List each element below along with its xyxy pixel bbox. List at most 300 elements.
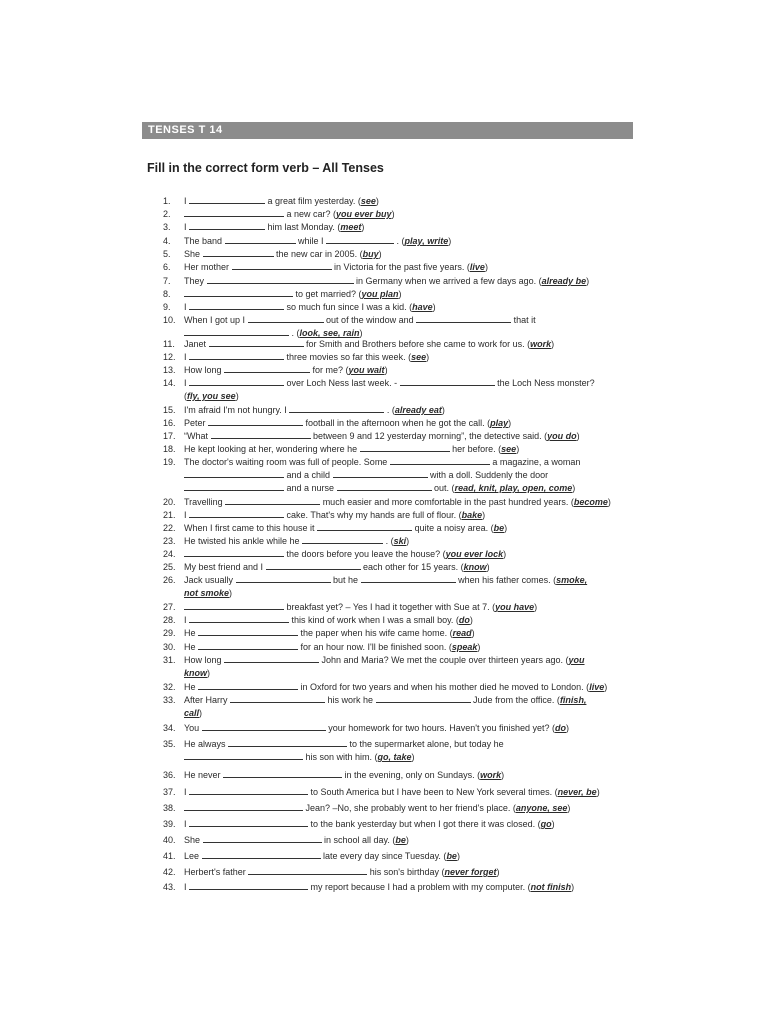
exercise-number: 10. [163, 315, 176, 325]
verb-hint: be [493, 523, 505, 533]
exercise-line [184, 275, 589, 287]
exercise-line [184, 561, 490, 573]
answer-blank[interactable] [376, 694, 471, 703]
exercise-line [184, 469, 548, 481]
exercise-text: ) [551, 339, 555, 349]
exercise-text: ) [586, 276, 590, 286]
exercise-line [184, 509, 485, 521]
verb-hint: do [458, 615, 470, 625]
exercise-line [184, 614, 473, 626]
exercise-text: cake. That's why my hands are full of flour. ( [284, 510, 462, 520]
exercise-number: 35. [163, 739, 176, 749]
exercise-text: . ( [383, 536, 394, 546]
answer-blank[interactable] [184, 327, 289, 336]
exercise-line [184, 456, 580, 468]
exercise-text: ) [378, 249, 382, 259]
exercise-text: ) [576, 431, 580, 441]
exercise-text: Janet [184, 339, 209, 349]
verb-hint: go [540, 819, 552, 829]
exercise-text: Herbert's father [184, 867, 249, 877]
exercise-text: to the supermarket alone, but today he [347, 739, 504, 749]
exercise-line [184, 627, 475, 639]
exercise-text: his work he [325, 695, 376, 705]
exercise-text: He twisted his ankle while he [184, 536, 303, 546]
verb-hint: call [184, 708, 200, 718]
exercise-text: ) [406, 536, 410, 546]
exercise-line [184, 881, 574, 893]
answer-blank[interactable] [203, 248, 274, 257]
exercise-text: ) [426, 352, 430, 362]
exercise-line [184, 496, 611, 508]
exercise-text: ) [607, 497, 611, 507]
exercise-text: the new car in 2005. ( [273, 249, 363, 259]
verb-hint: meet [340, 222, 362, 232]
exercise-text: ) [484, 262, 488, 272]
answer-blank[interactable] [189, 786, 308, 795]
exercise-number: 33. [163, 695, 176, 705]
exercise-number: 23. [163, 536, 176, 546]
verb-hint: see [360, 196, 376, 206]
answer-blank[interactable] [202, 722, 326, 731]
exercise-text: I [184, 378, 190, 388]
answer-blank[interactable] [266, 561, 361, 570]
verb-hint: fly, you see [187, 391, 236, 401]
worksheet-header [142, 122, 633, 139]
exercise-text: He never [184, 770, 224, 780]
exercise-number: 18. [163, 444, 176, 454]
answer-blank[interactable] [232, 261, 332, 270]
answer-blank[interactable] [225, 235, 296, 244]
exercise-line [184, 818, 555, 830]
exercise-line [184, 301, 436, 313]
exercise-number: 37. [163, 787, 176, 797]
exercise-number: 43. [163, 882, 176, 892]
exercise-line [184, 707, 202, 719]
exercise-text: I [184, 819, 190, 829]
exercise-number: 7. [163, 276, 171, 286]
verb-hint: you ever lock [445, 549, 504, 559]
verb-hint: look, see, rain [299, 328, 360, 338]
exercise-number: 24. [163, 549, 176, 559]
answer-blank[interactable] [189, 195, 265, 204]
answer-blank[interactable] [184, 208, 284, 217]
verb-hint: live [589, 682, 605, 692]
exercise-text: He [184, 642, 199, 652]
exercise-text: to get married? ( [293, 289, 362, 299]
answer-blank[interactable] [184, 601, 284, 610]
exercise-text: My best friend and I [184, 562, 266, 572]
exercise-line [184, 802, 570, 814]
exercise-line [184, 195, 379, 207]
exercise-text: He kept looking at her, wondering where he [184, 444, 360, 454]
exercise-line [184, 351, 429, 363]
answer-blank[interactable] [198, 641, 298, 650]
exercise-text: ) [375, 196, 379, 206]
exercise-text: for me? ( [310, 365, 349, 375]
exercise-line [184, 769, 504, 781]
verb-hint: read [452, 628, 472, 638]
answer-blank[interactable] [189, 221, 265, 230]
exercise-line [184, 417, 511, 429]
answer-blank[interactable] [184, 548, 284, 557]
exercise-line [184, 248, 382, 260]
exercise-number: 41. [163, 851, 176, 861]
exercise-text: ) [604, 682, 608, 692]
exercise-number: 38. [163, 803, 176, 813]
worksheet-header-label: TENSES T 14 [148, 124, 223, 136]
exercise-text: ) [448, 236, 452, 246]
answer-blank[interactable] [207, 275, 354, 284]
verb-hint: work [480, 770, 502, 780]
verb-hint: see [501, 444, 517, 454]
answer-blank[interactable] [184, 469, 284, 478]
exercise-text: ) [471, 628, 475, 638]
verb-hint: you ever buy [336, 209, 392, 219]
exercise-line [184, 364, 388, 376]
exercise-text: Lee [184, 851, 202, 861]
exercise-text: How long [184, 655, 225, 665]
exercise-line [184, 338, 554, 350]
exercise-text: You [184, 723, 202, 733]
exercise-number: 39. [163, 819, 176, 829]
exercise-line [184, 601, 537, 613]
exercise-text: the paper when his wife came home. ( [298, 628, 453, 638]
exercise-number: 27. [163, 602, 176, 612]
exercise-text: when his father comes. ( [455, 575, 557, 585]
answer-blank[interactable] [189, 881, 308, 890]
exercise-number: 14. [163, 378, 176, 388]
exercise-line [184, 404, 445, 416]
exercise-text: out of the window and [323, 315, 417, 325]
exercise-text: in the evening, only on Sundays. ( [342, 770, 481, 780]
answer-blank[interactable] [236, 574, 331, 583]
exercise-line [184, 208, 395, 220]
exercise-text: late every day since Tuesday. ( [320, 851, 447, 861]
exercise-text: ) [405, 835, 409, 845]
exercise-text: He [184, 628, 199, 638]
exercise-number: 3. [163, 222, 171, 232]
answer-blank[interactable] [202, 850, 321, 859]
answer-blank[interactable] [211, 430, 311, 439]
exercise-text: ) [432, 302, 436, 312]
answer-blank[interactable] [289, 404, 384, 413]
exercise-text: ) [199, 708, 203, 718]
exercise-text: ) [567, 803, 571, 813]
exercise-text: a new car? ( [284, 209, 337, 219]
answer-blank[interactable] [337, 482, 432, 491]
answer-blank[interactable] [225, 496, 320, 505]
exercise-text: her before. ( [449, 444, 502, 454]
exercise-text: between 9 and 12 yesterday morning”, the detective said. ( [310, 431, 548, 441]
worksheet-title: Fill in the correct form verb – All Tenses [147, 161, 384, 175]
verb-hint: speak [451, 642, 478, 652]
verb-hint: work [530, 339, 552, 349]
exercise-number: 9. [163, 302, 171, 312]
exercise-line [184, 850, 460, 862]
verb-hint: buy [362, 249, 379, 259]
exercise-line [184, 681, 607, 693]
verb-hint: already eat [394, 405, 442, 415]
exercise-number: 11. [163, 339, 175, 349]
exercise-line [184, 694, 586, 706]
exercise-number: 26. [163, 575, 176, 585]
answer-blank[interactable] [184, 482, 284, 491]
exercise-text: breakfast yet? – Yes I had it together with Sue at 7. ( [284, 602, 496, 612]
exercise-text: in Germany when we arrived a few days ago. ( [353, 276, 542, 286]
answer-blank[interactable] [224, 364, 310, 373]
exercise-text: He always [184, 739, 229, 749]
exercise-text: in school all day. ( [321, 835, 396, 845]
exercise-text: ) [441, 405, 445, 415]
exercise-number: 25. [163, 562, 176, 572]
exercise-text: “What [184, 431, 211, 441]
exercise-line [184, 738, 504, 750]
exercise-text: ) [501, 770, 505, 780]
exercise-text: Her mother [184, 262, 232, 272]
answer-blank[interactable] [400, 377, 495, 386]
exercise-text: They [184, 276, 207, 286]
answer-blank[interactable] [189, 818, 308, 827]
exercise-line [184, 535, 409, 547]
exercise-text: ) [566, 723, 570, 733]
verb-hint: play, write [404, 236, 449, 246]
exercise-text: ) [229, 588, 233, 598]
exercise-line [184, 221, 364, 233]
exercise-text: I [184, 787, 190, 797]
exercise-text: Peter [184, 418, 209, 428]
exercise-text: ) [361, 222, 365, 232]
exercise-text: ) [469, 615, 473, 625]
exercise-text: much easier and more comfortable in the past hundred years. ( [320, 497, 574, 507]
answer-blank[interactable] [390, 456, 490, 465]
exercise-number: 15. [163, 405, 176, 415]
verb-hint: see [411, 352, 427, 362]
exercise-text: The band [184, 236, 225, 246]
answer-blank[interactable] [228, 738, 347, 747]
exercise-text: your homework for two hours. Haven't you finished yet? ( [325, 723, 556, 733]
exercise-line [184, 261, 488, 273]
verb-hint: you plan [361, 289, 399, 299]
exercise-text: I [184, 882, 190, 892]
answer-blank[interactable] [184, 802, 303, 811]
answer-blank[interactable] [326, 235, 394, 244]
exercise-text: I [184, 196, 190, 206]
verb-hint: become [573, 497, 608, 507]
exercise-text: to South America but I have been to New York several times. ( [308, 787, 558, 797]
exercise-text: ) [508, 418, 512, 428]
exercise-number: 16. [163, 418, 176, 428]
exercise-text: Jack usually [184, 575, 236, 585]
answer-blank[interactable] [317, 522, 412, 531]
exercise-text: ) [359, 328, 363, 338]
exercise-line [184, 641, 480, 653]
exercise-line [184, 377, 595, 389]
exercise-text: ) [411, 752, 415, 762]
verb-hint: play [490, 418, 509, 428]
answer-blank[interactable] [223, 769, 342, 778]
exercise-number: 8. [163, 289, 171, 299]
exercise-text: . ( [289, 328, 300, 338]
exercise-text: ) [572, 483, 576, 493]
verb-hint: finish, [559, 695, 587, 705]
verb-hint: you do [547, 431, 577, 441]
exercise-text: in Victoria for the past five years. ( [331, 262, 470, 272]
exercise-text: When I got up I [184, 315, 248, 325]
exercise-text: ) [503, 549, 507, 559]
exercise-text: football in the afternoon when he got the call. ( [303, 418, 491, 428]
exercise-text: but he [330, 575, 361, 585]
exercise-text: ) [456, 851, 460, 861]
answer-blank[interactable] [189, 509, 284, 518]
verb-hint: have [412, 302, 433, 312]
exercise-line [184, 288, 402, 300]
exercise-text: ) [207, 668, 211, 678]
exercise-text: I [184, 510, 190, 520]
exercise-text: I [184, 615, 190, 625]
answer-blank[interactable] [361, 574, 456, 583]
answer-blank[interactable] [302, 535, 383, 544]
exercise-text: that it [511, 315, 536, 325]
exercise-text: and a child [284, 470, 333, 480]
exercise-text: I [184, 222, 190, 232]
exercise-text: John and Maria? We met the couple over thirteen years ago. ( [319, 655, 569, 665]
answer-blank[interactable] [189, 377, 284, 386]
exercise-text: to the bank yesterday but when I got there it was closed. ( [308, 819, 541, 829]
exercise-line [184, 587, 232, 599]
exercise-number: 13. [163, 365, 176, 375]
exercise-number: 12. [163, 352, 176, 362]
exercise-line [184, 834, 409, 846]
exercise-line [184, 235, 451, 247]
exercise-text: Jean? –No, she probably went to her friend's place. ( [303, 803, 516, 813]
exercise-text: ) [477, 642, 481, 652]
answer-blank[interactable] [184, 288, 293, 297]
answer-blank[interactable] [248, 866, 367, 875]
exercise-text: the doors before you leave the house? ( [284, 549, 446, 559]
exercise-number: 29. [163, 628, 176, 638]
exercise-line [184, 443, 519, 455]
exercise-line [184, 482, 575, 494]
verb-hint: never, be [557, 787, 597, 797]
verb-hint: be [395, 835, 406, 845]
exercise-text: while I [295, 236, 327, 246]
answer-blank[interactable] [189, 351, 284, 360]
exercise-text: ) [534, 602, 538, 612]
exercise-text: three movies so far this week. ( [284, 352, 412, 362]
exercise-text: ) [516, 444, 520, 454]
answer-blank[interactable] [209, 338, 304, 347]
verb-hint: not finish [530, 882, 572, 892]
answer-blank[interactable] [224, 654, 319, 663]
exercise-number: 5. [163, 249, 171, 259]
exercise-text: She [184, 249, 203, 259]
exercise-text: ) [504, 523, 508, 533]
exercise-line [184, 574, 587, 586]
verb-hint: smoke, [556, 575, 588, 585]
exercise-text: She [184, 835, 203, 845]
exercise-line [184, 751, 415, 763]
verb-hint: read, knit, play, open, come [454, 483, 573, 493]
exercise-text: ) [486, 562, 490, 572]
exercise-text: Jude from the office. ( [470, 695, 560, 705]
verb-hint: anyone, see [515, 803, 568, 813]
exercise-number: 34. [163, 723, 176, 733]
exercise-text: my report because I had a problem with my computer. ( [308, 882, 531, 892]
exercise-line [184, 654, 585, 666]
exercise-text: I'm afraid I'm not hungry. I [184, 405, 290, 415]
exercise-text: ) [551, 819, 555, 829]
exercise-text: and a nurse [284, 483, 337, 493]
verb-hint: never forget [444, 867, 497, 877]
exercise-text: ) [235, 391, 239, 401]
exercise-text: ) [571, 882, 575, 892]
exercise-text: I [184, 302, 190, 312]
exercise-number: 2. [163, 209, 171, 219]
verb-hint: already be [541, 276, 587, 286]
exercise-text: ) [482, 510, 486, 520]
exercise-text: with a doll. Suddenly the door [427, 470, 549, 480]
exercise-number: 21. [163, 510, 176, 520]
exercise-text: quite a noisy area. ( [412, 523, 494, 533]
answer-blank[interactable] [198, 681, 298, 690]
exercise-line [184, 667, 210, 679]
answer-blank[interactable] [416, 314, 511, 323]
verb-hint: you have [495, 602, 535, 612]
exercise-text: ) [384, 365, 388, 375]
exercise-text: I [184, 352, 190, 362]
answer-blank[interactable] [360, 443, 450, 452]
verb-hint: live [469, 262, 485, 272]
exercise-number: 30. [163, 642, 176, 652]
exercise-text: for an hour now. I'll be finished soon. ( [298, 642, 452, 652]
answer-blank[interactable] [189, 614, 289, 623]
answer-blank[interactable] [203, 834, 322, 843]
answer-blank[interactable] [333, 469, 428, 478]
answer-blank[interactable] [189, 301, 284, 310]
answer-blank[interactable] [184, 751, 303, 760]
verb-hint: know [184, 668, 208, 678]
exercise-number: 17. [163, 431, 176, 441]
exercise-line [184, 314, 536, 326]
answer-blank[interactable] [208, 417, 303, 426]
exercise-text: The doctor's waiting room was full of people. Some [184, 457, 390, 467]
exercise-text: ) [391, 209, 395, 219]
exercise-text: a great film yesterday. ( [265, 196, 361, 206]
exercise-text: out. ( [431, 483, 455, 493]
exercise-text: his son's birthday ( [367, 867, 445, 877]
exercise-text: He [184, 682, 199, 692]
exercise-text: . ( [384, 405, 395, 415]
exercise-text: in Oxford for two years and when his mother died he moved to London. ( [298, 682, 590, 692]
verb-hint: know [463, 562, 487, 572]
exercise-number: 4. [163, 236, 171, 246]
exercise-line [184, 430, 580, 442]
answer-blank[interactable] [198, 627, 298, 636]
exercise-text: ( [184, 391, 187, 401]
exercise-text: for Smith and Brothers before she came to work for us. ( [303, 339, 531, 349]
answer-blank[interactable] [230, 694, 325, 703]
exercise-text: ) [398, 289, 402, 299]
exercise-text: After Harry [184, 695, 231, 705]
exercise-line [184, 866, 500, 878]
exercise-text: When I first came to this house it [184, 523, 318, 533]
answer-blank[interactable] [248, 314, 324, 323]
verb-hint: bake [461, 510, 483, 520]
exercise-text: the Loch Ness monster? [494, 378, 595, 388]
exercise-text: each other for 15 years. ( [360, 562, 464, 572]
exercise-text: his son with him. ( [303, 752, 378, 762]
exercise-text: him last Monday. ( [265, 222, 341, 232]
